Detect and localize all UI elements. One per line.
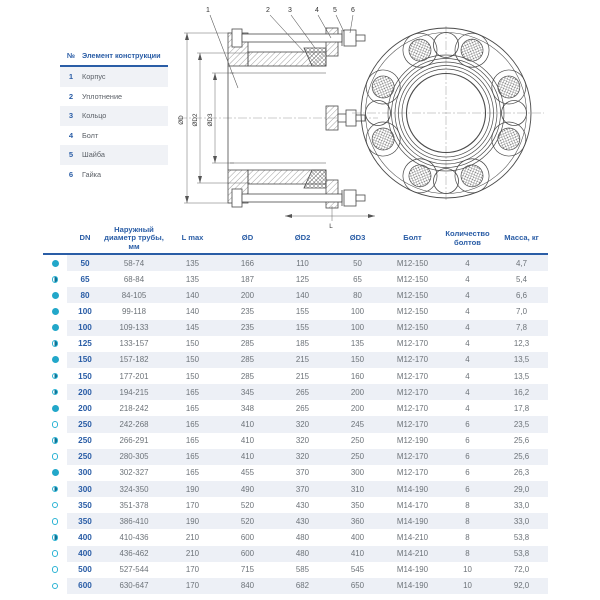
cell-bolt: M12-170 [396,452,429,462]
cell-qty: 4 [465,387,470,397]
cell-lmax: 165 [185,387,200,397]
cell-qty: 8 [465,532,470,542]
dn-type-marker-icon [43,453,67,460]
legend-row [60,67,168,87]
dn-type-marker-icon [43,292,67,299]
cell-d: 345 [240,387,255,397]
parts-legend-header [60,48,168,67]
cell-pipe: 194-215 [119,387,149,397]
cell-pipe: 84-105 [121,290,147,300]
legend-row-label: Болт [82,130,99,140]
dim-label-d: ØD [178,115,185,125]
legend-row-number: 4 [68,130,74,140]
callout-4: 4 [315,7,319,14]
cell-d3: 250 [350,436,365,446]
cell-qty: 6 [465,468,470,478]
table-row [43,416,548,432]
table-row [43,562,548,578]
cell-d3: 360 [350,516,365,526]
cell-pipe: 386-410 [119,516,149,526]
cell-d2: 585 [295,565,310,575]
legend-row [60,106,168,126]
legend-row-number: 6 [68,169,74,179]
cell-qty: 10 [463,565,472,575]
dn-type-marker-icon [43,469,67,476]
cell-d3: 160 [350,371,365,381]
cell-d: 187 [240,274,255,284]
cell-mass: 13,5 [513,355,530,365]
cell-d3: 150 [350,355,365,365]
cell-lmax: 210 [185,549,200,559]
cell-bolt: M14-210 [396,549,429,559]
cell-lmax: 140 [185,290,200,300]
dimensions-table [43,255,548,594]
cell-dn: 150 [78,371,92,381]
cell-qty: 4 [465,306,470,316]
cell-lmax: 165 [185,419,200,429]
cell-bolt: M12-150 [396,306,429,316]
cell-dn: 300 [78,468,92,478]
cell-mass: 7,0 [516,306,527,316]
cell-d: 166 [240,258,255,268]
header-bolt-qty: Количество болтов [445,229,490,247]
cell-d3: 310 [350,484,365,494]
section-view-drawing [178,2,378,237]
legend-row [60,126,168,146]
cell-d3: 50 [353,258,362,268]
cell-mass: 33,0 [513,516,530,526]
cell-pipe: 109-133 [119,323,149,333]
cell-dn: 400 [78,532,92,542]
legend-row-number: 1 [68,72,74,82]
cell-bolt: M12-150 [396,274,429,284]
cell-d: 840 [240,581,255,591]
header-d: ØD [241,233,254,243]
cell-d2: 265 [295,403,310,413]
parts-legend-rows [60,67,168,184]
cell-dn: 100 [78,306,92,316]
cell-qty: 4 [465,258,470,268]
cell-d2: 430 [295,500,310,510]
dn-type-marker-icon [43,518,67,525]
cell-d2: 370 [295,484,310,494]
cell-d3: 200 [350,387,365,397]
callout-1: 1 [206,7,210,14]
callout-2: 2 [266,7,270,14]
cell-d2: 430 [295,516,310,526]
cell-qty: 4 [465,403,470,413]
legend-row-label: Кольцо [82,111,107,121]
cell-mass: 5,4 [516,274,527,284]
table-row [43,546,548,562]
cell-pipe: 302-327 [119,468,149,478]
dn-type-marker-icon [43,308,67,315]
cell-d: 348 [240,403,255,413]
legend-row-number: 5 [68,150,74,160]
cell-qty: 4 [465,274,470,284]
cell-lmax: 170 [185,565,200,575]
table-row [43,384,548,400]
cell-qty: 6 [465,419,470,429]
cell-bolt: M12-170 [396,355,429,365]
parts-legend [60,48,168,184]
header-dn: DN [79,233,91,243]
cell-bolt: M12-150 [396,258,429,268]
cell-qty: 4 [465,371,470,381]
cell-lmax: 140 [185,306,200,316]
cell-d3: 350 [350,500,365,510]
cell-dn: 350 [78,516,92,526]
cell-dn: 250 [78,419,92,429]
cell-bolt: M12-170 [396,468,429,478]
cell-lmax: 150 [185,355,200,365]
cell-dn: 100 [78,323,92,333]
cell-mass: 6,6 [516,290,527,300]
cell-dn: 500 [78,565,92,575]
legend-row-label: Шайба [82,150,105,160]
cell-mass: 53,8 [513,549,530,559]
cell-d: 715 [240,565,255,575]
cell-bolt: M12-150 [396,323,429,333]
cell-mass: 13,5 [513,371,530,381]
cell-d3: 400 [350,532,365,542]
cell-d3: 200 [350,403,365,413]
cell-qty: 8 [465,516,470,526]
cell-d2: 110 [296,258,309,268]
cell-dn: 250 [78,436,92,446]
cell-pipe: 410-436 [119,532,149,542]
cell-mass: 23,5 [513,419,530,429]
cell-pipe: 218-242 [119,403,149,413]
dn-type-marker-icon [43,534,67,541]
table-row [43,255,548,271]
cell-pipe: 351-378 [119,500,149,510]
cell-d2: 215 [295,371,310,381]
table-row [43,336,548,352]
cell-pipe: 527-544 [119,565,149,575]
cell-pipe: 242-268 [119,419,149,429]
cell-qty: 8 [465,500,470,510]
cell-dn: 300 [78,484,92,494]
cell-lmax: 145 [185,323,200,333]
cell-qty: 8 [465,549,470,559]
cell-d3: 410 [350,549,365,559]
cell-d: 455 [240,468,255,478]
cell-d3: 300 [350,468,365,478]
cell-mass: 4,7 [516,258,527,268]
cell-pipe: 280-305 [119,452,149,462]
table-row [43,400,548,416]
table-header [43,224,548,253]
header-pipe-od: Наружный диаметр трубы, мм [104,224,164,251]
cell-bolt: M14-170 [396,500,429,510]
cell-d: 235 [240,323,255,333]
cell-dn: 50 [80,258,90,268]
dim-label-l: L [329,223,333,230]
dn-type-marker-icon [43,389,67,396]
cell-d: 285 [240,371,255,381]
cell-pipe: 436-462 [119,549,149,559]
cell-qty: 6 [465,484,470,494]
table-row [43,465,548,481]
cell-qty: 4 [465,290,470,300]
cell-dn: 350 [78,500,92,510]
legend-col-num: № [66,51,76,60]
dn-type-marker-icon [43,550,67,557]
cell-pipe: 68-84 [123,274,145,284]
cell-d3: 100 [350,306,365,316]
cell-bolt: M14-190 [396,565,429,575]
legend-row [60,87,168,107]
cell-bolt: M12-170 [396,371,429,381]
cell-pipe: 324-350 [119,484,149,494]
table-row [43,352,548,368]
table-row [43,578,548,594]
cell-d: 285 [240,339,255,349]
cell-pipe: 58-74 [123,258,145,268]
cell-mass: 72,0 [513,565,530,575]
cell-d: 200 [240,290,255,300]
cell-lmax: 165 [185,403,200,413]
cell-pipe: 177-201 [119,371,149,381]
cell-lmax: 135 [185,258,200,268]
cell-lmax: 190 [185,484,200,494]
cell-bolt: M14-190 [396,581,429,591]
cell-lmax: 165 [185,436,200,446]
cell-d2: 155 [295,323,310,333]
header-d3: ØD3 [349,233,366,243]
cell-dn: 65 [80,274,90,284]
cell-mass: 26,3 [513,468,530,478]
dn-type-marker-icon [43,421,67,428]
table-row [43,529,548,545]
table-row [43,433,548,449]
cell-lmax: 170 [185,581,200,591]
dn-type-marker-icon [43,583,67,590]
cell-d2: 185 [295,339,310,349]
cell-bolt: M12-150 [396,290,429,300]
cell-lmax: 210 [185,532,200,542]
legend-col-element: Элемент конструкции [82,51,161,60]
cell-d2: 480 [295,532,310,542]
cell-d: 410 [240,419,255,429]
cell-mass: 25,6 [513,436,530,446]
table-row [43,449,548,465]
cell-pipe: 133-157 [119,339,149,349]
cell-bolt: M12-190 [396,436,429,446]
cell-d2: 320 [295,436,310,446]
cell-d2: 215 [295,355,310,365]
table-row [43,497,548,513]
cell-d2: 320 [295,452,310,462]
cell-bolt: M14-190 [396,516,429,526]
header-lmax: L max [181,233,204,243]
cell-d: 600 [240,532,255,542]
cell-mass: 16,2 [513,387,530,397]
cell-qty: 4 [465,355,470,365]
dim-label-d3: ØD3 [207,113,214,127]
dn-type-marker-icon [43,486,67,493]
cell-mass: 7,8 [516,323,527,333]
header-d2: ØD2 [294,233,311,243]
table-row [43,271,548,287]
legend-row-label: Уплотнение [82,91,123,101]
cell-d: 410 [240,436,255,446]
dn-type-marker-icon [43,340,67,347]
legend-row-number: 3 [68,111,74,121]
callout-6: 6 [351,7,355,14]
cell-lmax: 170 [185,500,200,510]
cell-dn: 250 [78,452,92,462]
cell-dn: 125 [78,339,92,349]
cell-d3: 135 [350,339,365,349]
cell-pipe: 157-182 [119,355,149,365]
cell-mass: 29,0 [513,484,530,494]
legend-row [60,145,168,165]
cell-mass: 25,6 [513,452,530,462]
cell-qty: 10 [463,581,472,591]
cell-d: 520 [240,500,255,510]
cell-dn: 200 [78,387,92,397]
cell-qty: 6 [465,436,470,446]
cell-lmax: 150 [185,371,200,381]
cell-d: 235 [240,306,255,316]
dn-type-marker-icon [43,437,67,444]
cell-d2: 480 [295,549,310,559]
table-row [43,481,548,497]
dn-type-marker-icon [43,373,67,380]
cell-d2: 265 [295,387,310,397]
cell-d3: 250 [350,452,365,462]
table-row [43,368,548,384]
dn-type-marker-icon [43,324,67,331]
cell-d2: 320 [295,419,310,429]
cell-dn: 200 [78,403,92,413]
cell-mass: 17,8 [513,403,530,413]
callout-3: 3 [288,7,292,14]
cell-d: 285 [240,355,255,365]
cell-lmax: 190 [185,516,200,526]
legend-row-label: Корпус [82,72,106,82]
cell-dn: 400 [78,549,92,559]
table-row [43,287,548,303]
cell-d3: 80 [353,290,362,300]
cell-mass: 33,0 [513,500,530,510]
header-mass: Масса, кг [504,233,539,243]
cell-d2: 140 [295,290,310,300]
legend-row-number: 2 [68,91,74,101]
dn-type-marker-icon [43,356,67,363]
cell-lmax: 165 [185,468,200,478]
cell-d2: 682 [295,581,310,591]
cell-d3: 650 [350,581,365,591]
cell-d2: 155 [295,306,310,316]
cell-lmax: 135 [185,274,200,284]
dn-type-marker-icon [43,260,67,267]
cell-d3: 100 [350,323,365,333]
cell-mass: 53,8 [513,532,530,542]
cell-d2: 370 [295,468,310,478]
cell-mass: 12,3 [513,339,530,349]
table-row [43,513,548,529]
cell-lmax: 150 [185,339,200,349]
legend-row-label: Гайка [82,169,102,179]
cell-qty: 4 [465,323,470,333]
cell-bolt: M12-170 [396,419,429,429]
cell-dn: 80 [80,290,90,300]
cell-qty: 4 [465,339,470,349]
cell-dn: 600 [78,581,92,591]
cell-dn: 150 [78,355,92,365]
cell-pipe: 630-647 [119,581,149,591]
table-row [43,303,548,319]
cell-d: 410 [240,452,255,462]
cell-pipe: 99-118 [122,306,146,316]
cell-d: 520 [240,516,255,526]
dn-type-marker-icon [43,276,67,283]
cell-d3: 545 [350,565,365,575]
dim-label-d2: ØD2 [192,113,199,127]
cell-bolt: M12-170 [396,387,429,397]
cell-d3: 245 [350,419,365,429]
cell-d2: 125 [295,274,310,284]
cell-bolt: M14-190 [396,484,429,494]
cell-bolt: M12-170 [396,339,429,349]
cell-bolt: M14-210 [396,532,429,542]
dn-type-marker-icon [43,566,67,573]
cell-mass: 92,0 [513,581,530,591]
table-row [43,320,548,336]
cell-lmax: 165 [185,452,200,462]
header-bolt: Болт [403,233,422,243]
cell-d3: 65 [353,274,362,284]
callout-5: 5 [333,7,337,14]
cell-qty: 6 [465,452,470,462]
front-view-drawing [352,24,544,209]
cell-d: 600 [240,549,255,559]
dn-type-marker-icon [43,405,67,412]
cell-bolt: M12-170 [396,403,429,413]
cell-d: 490 [240,484,255,494]
cell-pipe: 266-291 [119,436,149,446]
legend-row [60,165,168,185]
dn-type-marker-icon [43,502,67,509]
